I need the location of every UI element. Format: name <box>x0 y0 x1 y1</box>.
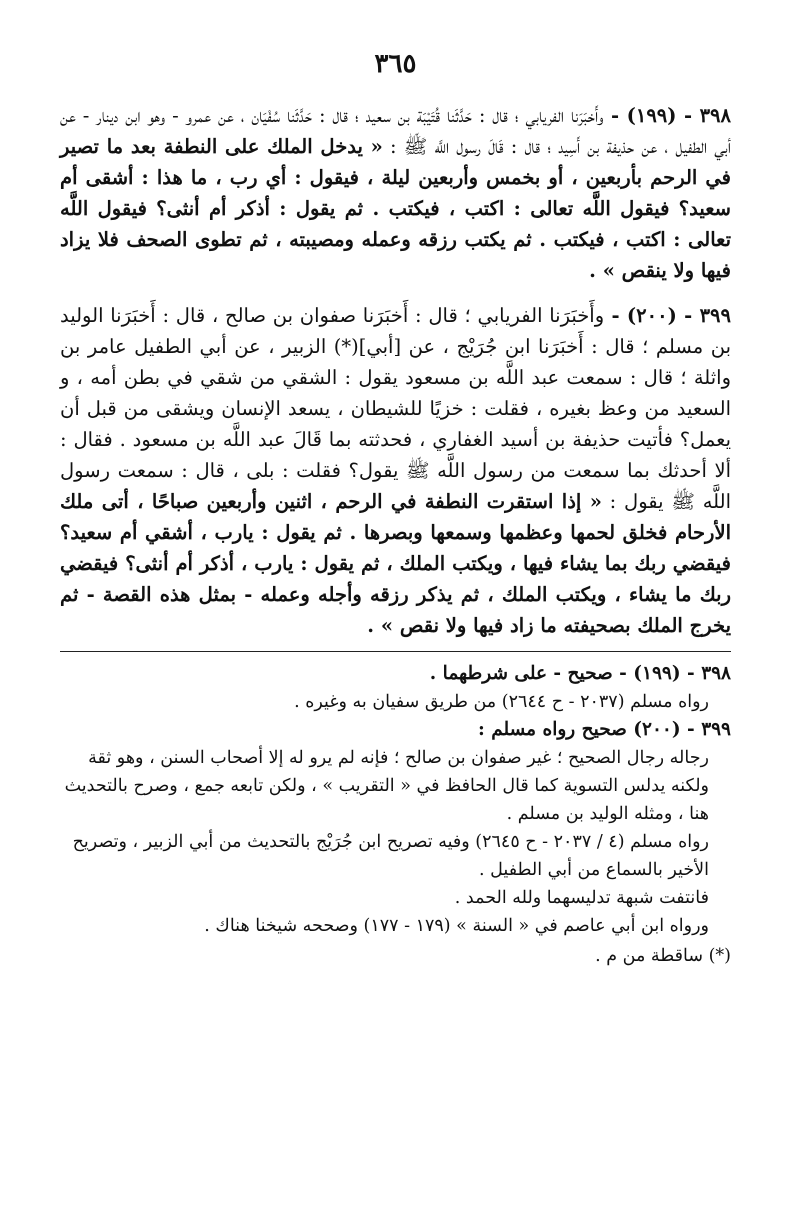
note-heading: ٣٩٩ - (٢٠٠) صحيح رواه مسلم : <box>477 719 731 740</box>
takhrij-notes <box>60 660 731 970</box>
page-number: ٣٦٥ <box>374 49 417 79</box>
note-body <box>60 744 709 940</box>
note-line: رواه مسلم (٤ / ٢٠٣٧ - ح ٢٦٤٥) وفيه تصريح ابن جُرَيْج بالتحديث من أبي الزبير ، وتصريح الأخير بالسماع من أبي الطفيل . <box>72 832 709 880</box>
hadith-matn: « إذا استقرت النطفة في الرحم ، اثنين وأربعين صباحًا ، أتى ملك الأرحام فخلق لحمها وعظمها وسمعها وبصرها . ثم يقول : يارب ، أشقي أم سعيد؟ فيقضي ربك بما يشاء فيها ، ويكتب الملك ، ثم يقول : يارب ، أذكر أم أنثى؟ فيقضي ربك ما يشاء ، ويكتب الملك ، ثم يذكر رزقه وأجله وعمله - بمثل هذه القصة - ثم يخرج الملك بصحيفته ما زاد فيها ولا نقص » . <box>60 490 731 637</box>
hadith-399 <box>60 300 731 641</box>
note-line: فانتفت شبهة تدليسهما ولله الحمد . <box>454 888 709 908</box>
hadith-398 <box>60 100 731 286</box>
hadith-matn: « يدخل الملك على النطفة بعد ما تصير في الرحم بأربعين ، أو بخمس وأربعين ليلة ، فيقول : أي رب ، ما هذا : أشقى أم سعيد؟ فيقول اللَّه تعالى : اكتب ، فيكتب . ثم يقول : أذكر أم أنثى؟ فيقول اللَّه تعالى : اكتب ، فيكتب . ثم يكتب رزقه وعمله ومصيبته ، ثم تطوى الصحف فلا يزاد فيها ولا ينقص » . <box>60 135 731 282</box>
footnote: (*) ساقطة من م . <box>595 946 731 966</box>
hadith-isnad: وأَخبَرَنا الفريابي ؛ قال : حَدَّثَنا قُتَيْبَة بن سعيد ؛ قال : حَدَّثَنا سُفْيَان ، عن عمرو - وهو ابن دينار - عن أبي الطفيل ، عن حذيفة بن أَسِيد ؛ قال : قَالَ رسول اللَّه ﷺ : <box>60 104 731 158</box>
notes-divider <box>60 651 731 652</box>
hadith-isnad: وأَخبَرَنا الفريابي ؛ قال : أَخبَرَنا صفوان بن صالح ، قال : أَخبَرَنا الوليد بن مسلم ؛ قال : أَخبَرَنا ابن جُرَيْج ، عن [أبي](*) الزبير ، عن أبي الطفيل عامر بن واثلة ؛ قال : سمعت عبد اللَّه بن مسعود يقول : الشقي من شقي في بطن أمه ، و السعيد من وعظ بغيره ، فقلت : خزيًا للشيطان ، يسعد الإنسان ويشقى من قبل أن يعمل؟ فأتيت حذيفة بن أسيد الغفاري ، فحدثته بما قَالَ عبد اللَّه بن مسعود . فقال : ألا أحدثك بما سمعت من رسول اللَّه ﷺ يقول؟ فقلت : بلى ، قال : سمعت رسول اللَّه ﷺ يقول : <box>60 304 731 513</box>
hadith-number: ٣٩٨ - (١٩٩) - <box>603 104 731 127</box>
note-line: ورواه ابن أبي عاصم في « السنة » (١٧٩ - ١٧٧) وصححه شيخنا هناك . <box>204 916 709 936</box>
note-line: رجاله رجال الصحيح ؛ غير صفوان بن صالح ؛ فإنه لم يرو له إلا أصحاب السنن ، وهو ثقة ولكنه يدلس التسوية كما قال الحافظ في « التقريب » ، ولكن تابعه جمع ، وصرح بالتحديث هنا ، ومثله الوليد بن مسلم . <box>64 748 709 824</box>
note-body <box>60 688 709 716</box>
hadith-number: ٣٩٩ - (٢٠٠) - <box>604 304 731 327</box>
note-line: رواه مسلم (٢٠٣٧ - ح ٢٦٤٤) من طريق سفيان به وغيره . <box>294 692 709 712</box>
note-heading: ٣٩٨ - (١٩٩) - صحيح - على شرطهما . <box>429 663 731 684</box>
